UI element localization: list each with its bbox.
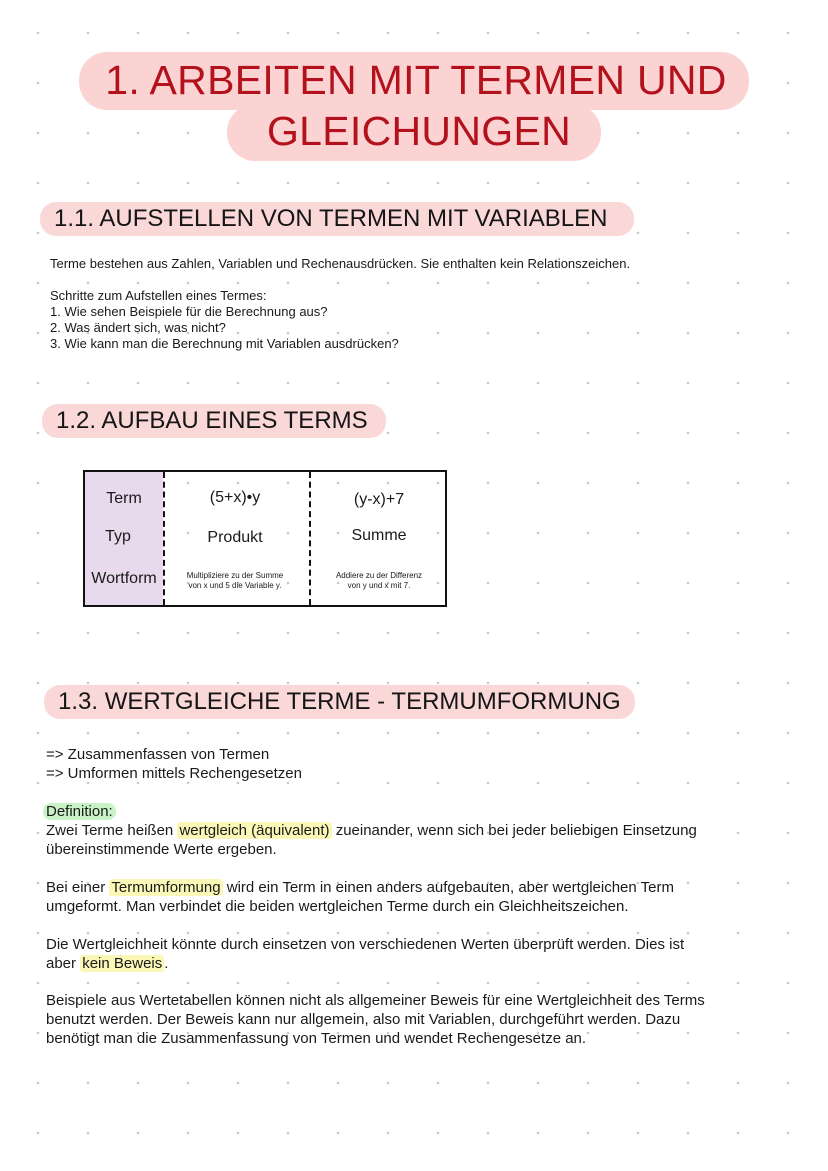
section-1-2-heading: 1.2. AUFBAU EINES TERMS [42, 404, 386, 438]
page-title-text-1: 1. ARBEITEN MIT TERMEN UND [79, 52, 748, 110]
cell-wortform-2 [311, 571, 447, 591]
steps-title: Schritte zum Aufstellen eines Termes: [50, 288, 267, 303]
wertgleichheit-paragraph [46, 935, 684, 973]
definition-text [46, 821, 697, 859]
termumformung-pre: Bei einer [46, 879, 110, 896]
beispiele-paragraph [46, 991, 705, 1048]
step-item: 3. Wie kann man die Berechnung mit Variablen ausdrücken? [50, 336, 399, 351]
definition-label-text: Definition: [43, 803, 116, 820]
section-1-1-steps [50, 288, 399, 352]
beispiele-line: benötigt man die Zusammenfassung von Termen und wendet Rechengesetze an. [46, 1030, 587, 1047]
beispiele-line: Beispiele aus Wertetabellen können nicht als allgemeiner Beweis für eine Wertgleichheit des Terms [46, 992, 705, 1009]
step-item: 2. Was ändert sich, was nicht? [50, 320, 226, 335]
step-item: 1. Wie sehen Beispiele für die Berechnung aus? [50, 304, 328, 319]
section-1-3-bullets [46, 745, 302, 783]
section-1-3-heading: 1.3. WERTGLEICHE TERME - TERMUMFORMUNG [44, 685, 635, 719]
cell-wortform-2-line-2: von y und x mit 7. [347, 581, 411, 590]
definition-pre: Zwei Terme heißen [46, 822, 178, 839]
cell-wortform-1 [165, 571, 305, 591]
definition-line-2: übereinstimmende Werte ergeben. [46, 841, 277, 858]
wertgleichheit-post: . [164, 955, 169, 972]
page-title-line-1 [0, 52, 828, 110]
bullet-item: => Umformen mittels Rechengesetzen [46, 765, 302, 782]
cell-typ-2: Summe [351, 527, 407, 544]
page-title-line-2 [0, 104, 828, 161]
termumformung-highlight: Termumformung [111, 879, 221, 896]
row-label-wortform: Wortform [91, 570, 157, 587]
termumformung-line-2: umgeformt. Man verbindet die beiden wertgleichen Terme durch ein Gleichheitszeichen. [46, 898, 629, 915]
term-structure-table [83, 470, 447, 607]
termumformung-post: wird ein Term in einen anders aufgebauten, aber wertgleichen Term [222, 879, 674, 896]
termumformung-paragraph [46, 878, 674, 916]
section-1-1-heading: 1.1. AUFSTELLEN VON TERMEN MIT VARIABLEN [40, 202, 634, 236]
definition-post: zueinander, wenn sich bei jeder beliebigen Einsetzung [331, 822, 697, 839]
wertgleichheit-line-1: Die Wertgleichheit könnte durch einsetzen von verschiedenen Werten überprüft werden. Dies ist [46, 936, 685, 953]
cell-typ-1: Produkt [207, 529, 263, 546]
beispiele-line: benutzt werden. Der Beweis kann nur allgemein, also mit Variablen, durchgeführt werden. Dazu [46, 1011, 681, 1028]
definition-highlight: wertgleich (äquivalent) [179, 822, 330, 839]
bullet-item: => Zusammenfassen von Termen [46, 746, 270, 763]
definition-line-1 [46, 821, 697, 840]
cell-wortform-1-line-1: Multipliziere zu der Summe [186, 571, 284, 580]
row-label-term: Term [106, 490, 142, 507]
cell-wortform-1-line-2: von x und 5 die Variable y. [188, 581, 282, 590]
definition-label [43, 802, 116, 821]
termumformung-line-1 [46, 878, 674, 897]
cell-term-2: (y-x)+7 [353, 491, 405, 508]
section-1-1-intro: Terme bestehen aus Zahlen, Variablen und Rechenausdrücken. Sie enthalten kein Relationszeichen. [50, 256, 631, 271]
row-label-typ: Typ [105, 528, 131, 545]
kein-beweis-highlight: kein Beweis [82, 955, 163, 972]
page-title-text-2: GLEICHUNGEN [227, 104, 601, 161]
cell-wortform-2-line-1: Addiere zu der Differenz [335, 571, 423, 580]
cell-term-1: (5+x)•y [209, 489, 261, 506]
wertgleichheit-line-2 [46, 954, 684, 973]
wertgleichheit-pre: aber [46, 955, 81, 972]
